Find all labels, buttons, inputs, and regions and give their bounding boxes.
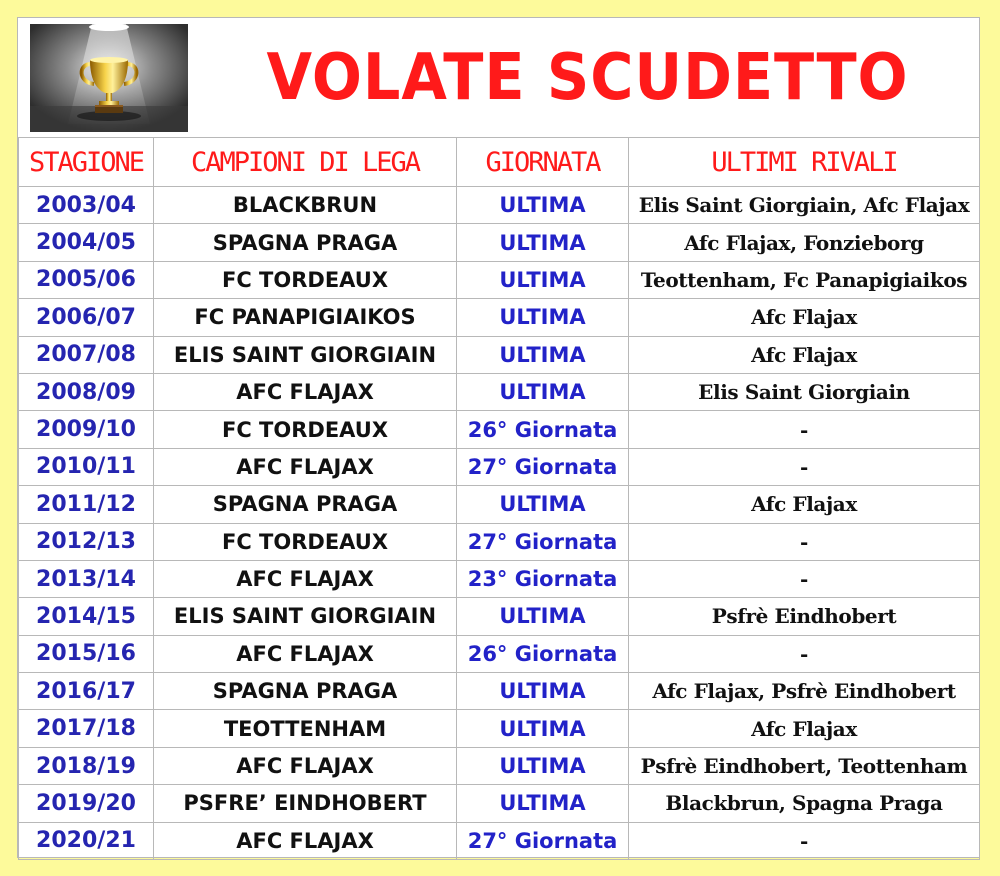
season-cell: 2015/16 (19, 635, 154, 672)
season-cell: 2012/13 (19, 523, 154, 560)
table-row (19, 373, 980, 410)
rivals-cell: - (629, 411, 980, 448)
champion-cell: FC PANAPIGIAIKOS (154, 299, 457, 336)
poster-frame (17, 17, 980, 858)
season-cell: 2004/05 (19, 224, 154, 261)
table-row (19, 560, 980, 597)
table-row (19, 822, 980, 859)
round-cell: 26° Giornata (457, 411, 629, 448)
champion-cell: AFC FLAJAX (154, 822, 457, 859)
season-cell: 2010/11 (19, 448, 154, 485)
season-cell: 2017/18 (19, 710, 154, 747)
header-campioni: CAMPIONI DI LEGA (154, 138, 457, 187)
champion-cell: AFC FLAJAX (154, 373, 457, 410)
round-cell: ULTIMA (457, 261, 629, 298)
season-cell: 2005/06 (19, 261, 154, 298)
table-header-row (19, 138, 980, 187)
rivals-cell: Afc Flajax (629, 299, 980, 336)
season-cell: 2016/17 (19, 673, 154, 710)
rivals-cell: - (629, 523, 980, 560)
round-cell: 27° Giornata (457, 822, 629, 859)
round-cell: ULTIMA (457, 486, 629, 523)
rivals-cell: Afc Flajax (629, 710, 980, 747)
table-row (19, 635, 980, 672)
table-row (19, 673, 980, 710)
rivals-cell: Psfrè Eindhobert, Teottenham (629, 747, 980, 784)
season-cell: 2018/19 (19, 747, 154, 784)
season-cell: 2020/21 (19, 822, 154, 859)
header-giornata: GIORNATA (457, 138, 629, 187)
rivals-cell: Teottenham, Fc Panapigiaikos (629, 261, 980, 298)
rivals-cell: - (629, 448, 980, 485)
rivals-cell: - (629, 822, 980, 859)
round-cell: ULTIMA (457, 785, 629, 822)
champion-cell: TEOTTENHAM (154, 710, 457, 747)
champion-cell: SPAGNA PRAGA (154, 486, 457, 523)
header-rivali: ULTIMI RIVALI (629, 138, 980, 187)
round-cell: ULTIMA (457, 187, 629, 224)
rivals-cell: Elis Saint Giorgiain (629, 373, 980, 410)
champion-cell: AFC FLAJAX (154, 635, 457, 672)
rivals-cell: Blackbrun, Spagna Praga (629, 785, 980, 822)
table-row (19, 523, 980, 560)
table-row (19, 261, 980, 298)
round-cell: ULTIMA (457, 224, 629, 261)
round-cell: 26° Giornata (457, 635, 629, 672)
round-cell: 27° Giornata (457, 523, 629, 560)
table-row (19, 448, 980, 485)
table-row (19, 411, 980, 448)
championship-table (18, 137, 980, 860)
header-stagione: STAGIONE (19, 138, 154, 187)
champion-cell: AFC FLAJAX (154, 747, 457, 784)
table-row (19, 710, 980, 747)
round-cell: ULTIMA (457, 673, 629, 710)
table-row (19, 598, 980, 635)
season-cell: 2008/09 (19, 373, 154, 410)
round-cell: ULTIMA (457, 336, 629, 373)
table-row (19, 486, 980, 523)
table-row (19, 785, 980, 822)
season-cell: 2011/12 (19, 486, 154, 523)
page-title: VOLATE SCUDETTO (266, 40, 909, 115)
champion-cell: AFC FLAJAX (154, 448, 457, 485)
rivals-cell: Afc Flajax (629, 336, 980, 373)
champion-cell: FC TORDEAUX (154, 523, 457, 560)
champion-cell: SPAGNA PRAGA (154, 224, 457, 261)
champion-cell: BLACKBRUN (154, 187, 457, 224)
champion-cell: FC TORDEAUX (154, 261, 457, 298)
round-cell: ULTIMA (457, 598, 629, 635)
champion-cell: ELIS SAINT GIORGIAIN (154, 598, 457, 635)
rivals-cell: - (629, 560, 980, 597)
champion-cell: FC TORDEAUX (154, 411, 457, 448)
round-cell: 23° Giornata (457, 560, 629, 597)
round-cell: ULTIMA (457, 299, 629, 336)
champion-cell: AFC FLAJAX (154, 560, 457, 597)
table-row (19, 224, 980, 261)
champion-cell: ELIS SAINT GIORGIAIN (154, 336, 457, 373)
rivals-cell: Afc Flajax, Psfrè Eindhobert (629, 673, 980, 710)
champion-cell: PSFRE’ EINDHOBERT (154, 785, 457, 822)
season-cell: 2014/15 (19, 598, 154, 635)
rivals-cell: Psfrè Eindhobert (629, 598, 980, 635)
table-row (19, 187, 980, 224)
round-cell: ULTIMA (457, 373, 629, 410)
trophy-icon (30, 24, 188, 132)
header (18, 18, 979, 138)
table-row (19, 336, 980, 373)
rivals-cell: - (629, 635, 980, 672)
rivals-cell: Elis Saint Giorgiain, Afc Flajax (629, 187, 980, 224)
season-cell: 2013/14 (19, 560, 154, 597)
season-cell: 2019/20 (19, 785, 154, 822)
season-cell: 2006/07 (19, 299, 154, 336)
table-row (19, 299, 980, 336)
table-row (19, 747, 980, 784)
champion-cell: SPAGNA PRAGA (154, 673, 457, 710)
rivals-cell: Afc Flajax, Fonzieborg (629, 224, 980, 261)
season-cell: 2007/08 (19, 336, 154, 373)
season-cell: 2009/10 (19, 411, 154, 448)
season-cell: 2003/04 (19, 187, 154, 224)
round-cell: 27° Giornata (457, 448, 629, 485)
round-cell: ULTIMA (457, 747, 629, 784)
rivals-cell: Afc Flajax (629, 486, 980, 523)
round-cell: ULTIMA (457, 710, 629, 747)
